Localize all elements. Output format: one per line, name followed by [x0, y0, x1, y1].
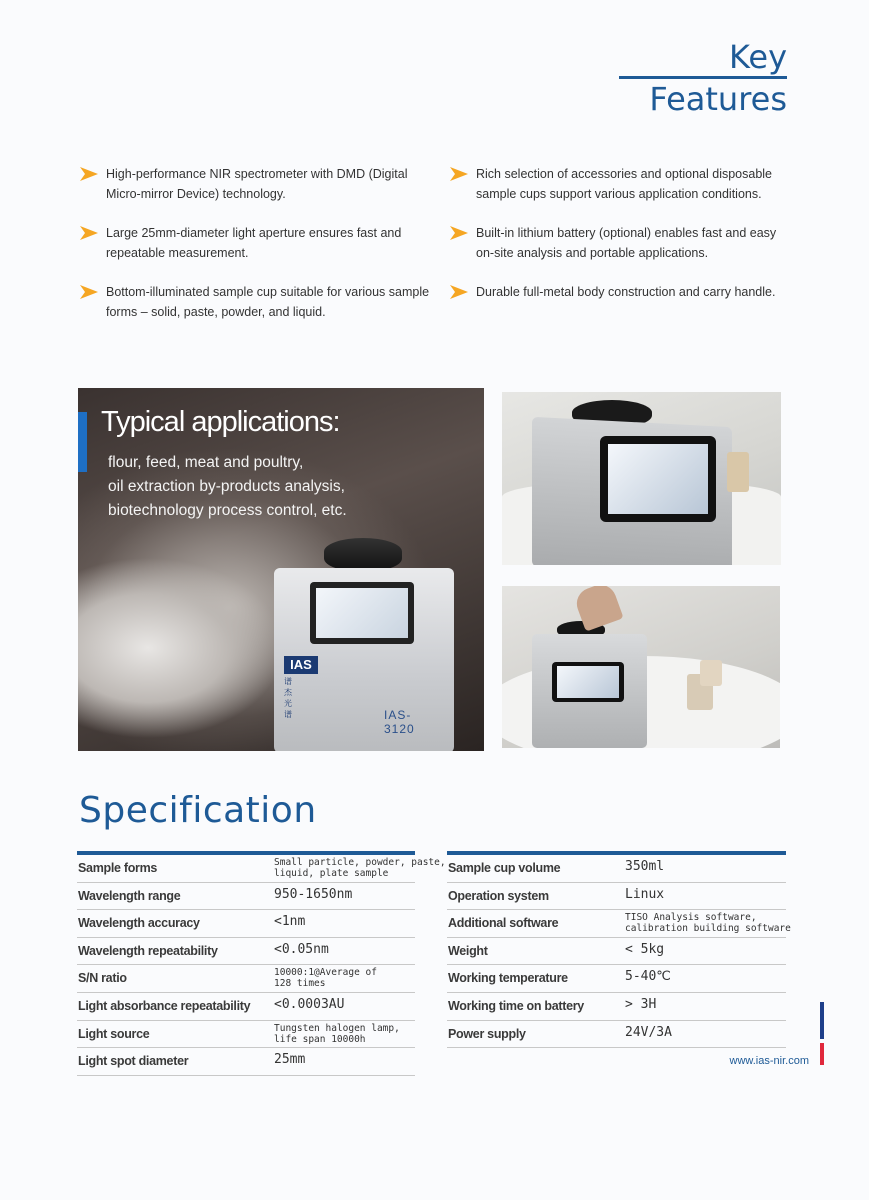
spec-row — [77, 993, 415, 1021]
spec-key: Sample cup volume — [448, 861, 561, 875]
spec-row — [447, 993, 786, 1021]
spec-value: <0.05nm — [274, 941, 329, 957]
spec-value: 5-40℃ — [625, 969, 671, 985]
spec-row — [447, 965, 786, 993]
device-model: IAS-3120 — [384, 708, 415, 736]
spec-value: TISO Analysis software, calibration building software — [625, 912, 791, 935]
spec-value: <0.0003AU — [274, 996, 345, 1012]
spec-key: Light spot diameter — [78, 1054, 189, 1069]
spec-value: 350ml — [625, 859, 665, 874]
spec-key: Wavelength accuracy — [78, 916, 200, 931]
accent-bar — [78, 412, 87, 472]
spec-row — [77, 1021, 415, 1049]
spec-row — [447, 1021, 786, 1049]
spec-row — [77, 965, 415, 993]
feature-item: Durable full-metal body construction and carry handle. — [450, 282, 790, 302]
device-logo: IAS — [284, 656, 318, 674]
spec-row — [447, 855, 786, 883]
feature-item: Bottom-illuminated sample cup suitable for various sample forms – solid, paste, powder, and liquid. — [80, 282, 442, 322]
specification-title: Specification — [79, 790, 317, 831]
applications-title: Typical applications: — [101, 406, 340, 438]
arrow-bullet-icon — [450, 285, 468, 299]
spec-value: Tungsten halogen lamp, life span 10000h — [274, 1022, 400, 1045]
spec-value: 10000:1@Average of 128 times — [274, 967, 377, 990]
spec-value: > 3H — [625, 996, 657, 1012]
spec-key: Weight — [448, 943, 488, 958]
spec-key: Sample forms — [78, 861, 158, 875]
applications-line: flour, feed, meat and poultry, — [108, 454, 304, 471]
spec-table-right — [447, 851, 791, 1048]
product-photo-top — [502, 392, 781, 565]
edge-accent-red — [820, 1043, 824, 1065]
spec-row — [77, 855, 446, 883]
spec-row — [77, 910, 415, 938]
spec-key: Power supply — [448, 1026, 526, 1041]
key-features-title-line2: Features — [649, 80, 787, 118]
applications-line: biotechnology process control, etc. — [108, 502, 347, 519]
spec-key: S/N ratio — [78, 971, 127, 986]
sample-cup — [324, 538, 402, 572]
spec-key: Wavelength range — [78, 888, 181, 903]
device-logo-sub: 谱杰光谱 — [284, 677, 292, 719]
feature-item: Large 25mm-diameter light aperture ensures fast and repeatable measurement. — [80, 223, 435, 263]
feature-item: High-performance NIR spectrometer with DMD (Digital Micro-mirror Device) technology. — [80, 164, 435, 204]
spec-key: Light source — [78, 1026, 150, 1041]
spec-table-left — [77, 851, 446, 1076]
spec-value: 950-1650nm — [274, 886, 353, 902]
spec-row — [77, 938, 415, 966]
spec-key: Working temperature — [448, 971, 568, 986]
applications-banner — [78, 388, 484, 751]
feature-item: Built-in lithium battery (optional) enables fast and easy on-site analysis and portable applications. — [450, 223, 790, 263]
spec-key: Additional software — [448, 916, 559, 931]
website-link[interactable]: www.ias-nir.com — [729, 1055, 809, 1067]
spec-value: < 5kg — [625, 941, 665, 957]
arrow-bullet-icon — [80, 285, 98, 299]
spec-value: Small particle, powder, paste, liquid, plate sample — [274, 857, 446, 879]
spec-row — [447, 910, 791, 938]
arrow-bullet-icon — [450, 167, 468, 181]
product-photo-bottom — [502, 586, 780, 748]
arrow-bullet-icon — [80, 167, 98, 181]
spec-row — [447, 883, 786, 911]
feature-item: Rich selection of accessories and optional disposable sample cups support various application conditions. — [450, 164, 790, 204]
spec-key: Wavelength repeatability — [78, 943, 218, 958]
spec-value: 24V/3A — [625, 1024, 672, 1040]
key-features-title-line1: Key — [728, 38, 787, 76]
spec-row — [447, 938, 786, 966]
device-screen — [310, 582, 414, 644]
arrow-bullet-icon — [80, 226, 98, 240]
spec-key: Light absorbance repeatability — [78, 998, 251, 1013]
key-features-title — [619, 38, 787, 119]
arrow-bullet-icon — [450, 226, 468, 240]
spec-key: Operation system — [448, 888, 549, 903]
edge-accent-blue — [820, 1002, 824, 1039]
spec-key: Working time on battery — [448, 998, 584, 1013]
spec-row — [77, 883, 415, 911]
spec-value: 25mm — [274, 1052, 306, 1068]
spec-row — [77, 1048, 415, 1076]
applications-line: oil extraction by-products analysis, — [108, 478, 345, 495]
spec-value: <1nm — [274, 914, 306, 930]
spec-value: Linux — [625, 886, 665, 902]
